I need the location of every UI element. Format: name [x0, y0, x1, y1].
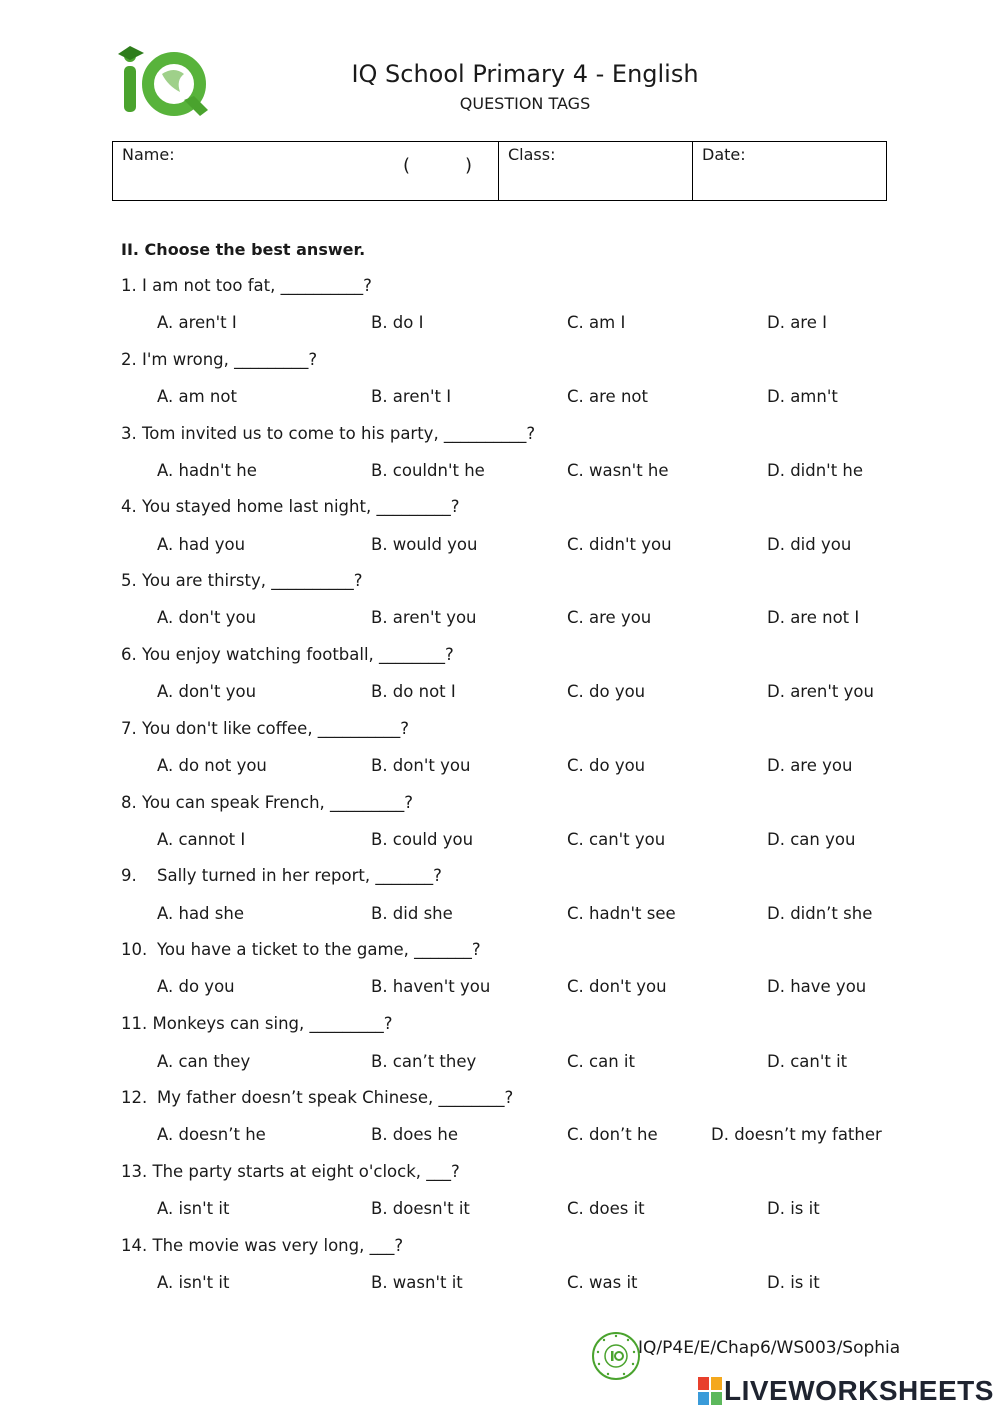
- option-d[interactable]: D. can't it: [767, 1052, 848, 1071]
- option-b[interactable]: B. can’t they: [371, 1052, 477, 1071]
- page-title: IQ School Primary 4 - English: [351, 60, 699, 88]
- option-b[interactable]: B. haven't you: [371, 977, 491, 996]
- option-a[interactable]: A. can they: [157, 1052, 251, 1071]
- option-a[interactable]: A. cannot I: [157, 830, 246, 849]
- option-a[interactable]: A. isn't it: [157, 1199, 230, 1218]
- option-c[interactable]: C. can it: [567, 1052, 635, 1071]
- options-8: [0, 830, 1000, 854]
- option-d[interactable]: D. did you: [767, 535, 852, 554]
- option-c[interactable]: C. are you: [567, 608, 652, 627]
- option-a[interactable]: A. am not: [157, 387, 237, 406]
- option-b[interactable]: B. aren't I: [371, 387, 452, 406]
- iq-logo-icon: [118, 44, 210, 120]
- option-b[interactable]: B. does he: [371, 1125, 458, 1144]
- section-title: II. Choose the best answer.: [121, 240, 366, 259]
- option-d[interactable]: D. are not I: [767, 608, 860, 627]
- question-3: 3. Tom invited us to come to his party, __________?: [121, 424, 536, 443]
- option-b[interactable]: B. aren't you: [371, 608, 477, 627]
- option-d[interactable]: D. didn't he: [767, 461, 864, 480]
- option-d[interactable]: D. can you: [767, 830, 856, 849]
- question-5: 5. You are thirsty, __________?: [121, 571, 363, 590]
- question-number: 10.: [121, 940, 148, 959]
- options-11: [0, 1052, 1000, 1076]
- options-5: [0, 608, 1000, 632]
- class-cell[interactable]: [499, 142, 693, 200]
- option-c[interactable]: C. do you: [567, 756, 646, 775]
- question-text: Sally turned in her report, _______?: [157, 866, 442, 885]
- question-1: 1. I am not too fat, __________?: [121, 276, 372, 295]
- question-11: 11. Monkeys can sing, _________?: [121, 1014, 393, 1033]
- date-cell[interactable]: [693, 142, 886, 200]
- liveworksheets-brand[interactable]: [698, 1374, 994, 1408]
- option-b[interactable]: B. do not I: [371, 682, 456, 701]
- question-9: [121, 866, 442, 885]
- options-13: [0, 1199, 1000, 1223]
- option-a[interactable]: A. do not you: [157, 756, 267, 775]
- option-c[interactable]: C. does it: [567, 1199, 645, 1218]
- option-c[interactable]: C. was it: [567, 1273, 638, 1292]
- option-a[interactable]: A. had she: [157, 904, 244, 923]
- option-c[interactable]: C. wasn't he: [567, 461, 669, 480]
- question-4: 4. You stayed home last night, _________?: [121, 497, 460, 516]
- option-a[interactable]: A. don't you: [157, 608, 257, 627]
- question-2: 2. I'm wrong, _________?: [121, 350, 318, 369]
- options-1: [0, 313, 1000, 337]
- option-a[interactable]: A. isn't it: [157, 1273, 230, 1292]
- option-c[interactable]: C. don't you: [567, 977, 667, 996]
- option-a[interactable]: A. don't you: [157, 682, 257, 701]
- options-14: [0, 1273, 1000, 1297]
- option-c[interactable]: C. am I: [567, 313, 626, 332]
- option-b[interactable]: B. couldn't he: [371, 461, 485, 480]
- option-d[interactable]: D. aren't you: [767, 682, 874, 701]
- question-10: [121, 940, 481, 959]
- options-10: [0, 977, 1000, 1001]
- class-label: Class:: [508, 145, 556, 164]
- option-a[interactable]: A. doesn’t he: [157, 1125, 266, 1144]
- option-d[interactable]: D. doesn’t my father: [711, 1125, 882, 1144]
- option-a[interactable]: A. do you: [157, 977, 235, 996]
- question-text: You have a ticket to the game, _______?: [157, 940, 481, 959]
- page-subtitle: QUESTION TAGS: [459, 94, 591, 113]
- option-c[interactable]: C. don’t he: [567, 1125, 658, 1144]
- options-9: [0, 904, 1000, 928]
- worksheet-code: IQ/P4E/E/Chap6/WS003/Sophia: [638, 1338, 901, 1358]
- option-d[interactable]: D. is it: [767, 1199, 820, 1218]
- option-d[interactable]: D. amn't: [767, 387, 838, 406]
- option-b[interactable]: B. could you: [371, 830, 474, 849]
- option-b[interactable]: B. doesn't it: [371, 1199, 470, 1218]
- approval-stamp-icon: [590, 1330, 642, 1382]
- question-14: 14. The movie was very long, ___?: [121, 1236, 404, 1255]
- option-d[interactable]: D. have you: [767, 977, 867, 996]
- question-number: 9.: [121, 866, 137, 885]
- brand-text: LIVEWORKSHEETS: [724, 1375, 994, 1406]
- options-4: [0, 535, 1000, 559]
- option-a[interactable]: A. had you: [157, 535, 246, 554]
- option-a[interactable]: A. hadn't he: [157, 461, 257, 480]
- number-paren-open: (: [403, 155, 411, 176]
- question-6: 6. You enjoy watching football, ________?: [121, 645, 454, 664]
- question-number: 12.: [121, 1088, 148, 1107]
- question-text: My father doesn’t speak Chinese, ________?: [157, 1088, 514, 1107]
- options-2: [0, 387, 1000, 411]
- option-c[interactable]: C. are not: [567, 387, 648, 406]
- option-b[interactable]: B. did she: [371, 904, 453, 923]
- options-3: [0, 461, 1000, 485]
- student-info-table: [112, 141, 887, 201]
- option-c[interactable]: C. didn't you: [567, 535, 672, 554]
- options-7: [0, 756, 1000, 780]
- number-paren-close: ): [465, 155, 473, 176]
- option-d[interactable]: D. is it: [767, 1273, 820, 1292]
- question-8: 8. You can speak French, _________?: [121, 793, 414, 812]
- liveworksheets-logo-icon: [698, 1377, 722, 1405]
- name-cell[interactable]: [113, 142, 499, 200]
- name-label: Name:: [122, 145, 175, 164]
- option-c[interactable]: C. do you: [567, 682, 646, 701]
- options-6: [0, 682, 1000, 706]
- question-13: 13. The party starts at eight o'clock, ___?: [121, 1162, 460, 1181]
- option-b[interactable]: B. would you: [371, 535, 478, 554]
- question-7: 7. You don't like coffee, __________?: [121, 719, 410, 738]
- option-d[interactable]: D. didn’t she: [767, 904, 873, 923]
- option-d[interactable]: D. are I: [767, 313, 827, 332]
- option-c[interactable]: C. hadn't see: [567, 904, 676, 923]
- option-a[interactable]: A. aren't I: [157, 313, 237, 332]
- option-d[interactable]: D. are you: [767, 756, 853, 775]
- option-b[interactable]: B. don't you: [371, 756, 471, 775]
- option-b[interactable]: B. do I: [371, 313, 424, 332]
- date-label: Date:: [702, 145, 746, 164]
- options-12: [0, 1125, 1000, 1149]
- question-12: [121, 1088, 513, 1107]
- option-c[interactable]: C. can't you: [567, 830, 666, 849]
- option-b[interactable]: B. wasn't it: [371, 1273, 463, 1292]
